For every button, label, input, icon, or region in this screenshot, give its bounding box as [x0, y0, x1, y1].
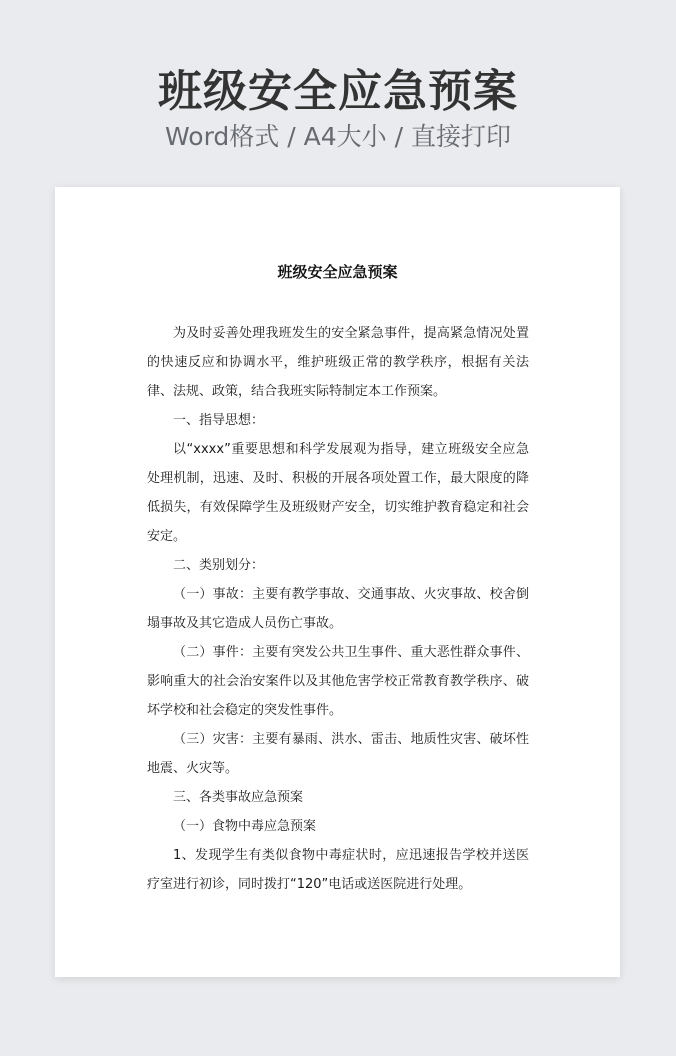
subsection-heading: （一）食物中毒应急预案	[173, 819, 317, 834]
document-body	[147, 319, 529, 899]
paragraph: （三）灾害：主要有暴雨、洪水、雷击、地质性灾害、破坏性地震、火灾等。	[147, 732, 529, 776]
paragraph: 1、发现学生有类似食物中毒症状时，应迅速报告学校并送医疗室进行初诊，同时拨打“120”电话或送医院进行处理。	[147, 848, 529, 892]
paragraph: 以“xxxx”重要思想和科学发展观为指导，建立班级安全应急处理机制，迅速、及时、积极的开展各项处置工作，最大限度的降低损失，有效保障学生及班级财产安全，切实维护教育稳定和社会安定。	[147, 442, 529, 544]
document-page	[55, 187, 620, 977]
section-heading: 三、各类事故应急预案	[173, 790, 304, 805]
section-heading: 一、指导思想：	[173, 413, 265, 428]
section-heading: 二、类别划分：	[173, 558, 265, 573]
document-title: 班级安全应急预案	[277, 263, 398, 281]
paragraph: 为及时妥善处理我班发生的安全紧急事件，提高紧急情况处置的快速反应和协调水平，维护班级正常的教学秩序，根据有关法律、法规、政策，结合我班实际特制定本工作预案。	[147, 326, 529, 399]
banner-subtitle: Word格式 / A4大小 / 直接打印	[165, 122, 511, 151]
paragraph: （二）事件：主要有突发公共卫生事件、重大恶性群众事件、影响重大的社会治安案件以及其他危害学校正常教育教学秩序、破坏学校和社会稳定的突发性事件。	[147, 645, 529, 718]
paragraph: （一）事故：主要有教学事故、交通事故、火灾事故、校舍倒塌事故及其它造成人员伤亡事故。	[147, 587, 529, 631]
banner-title: 班级安全应急预案	[158, 66, 518, 117]
